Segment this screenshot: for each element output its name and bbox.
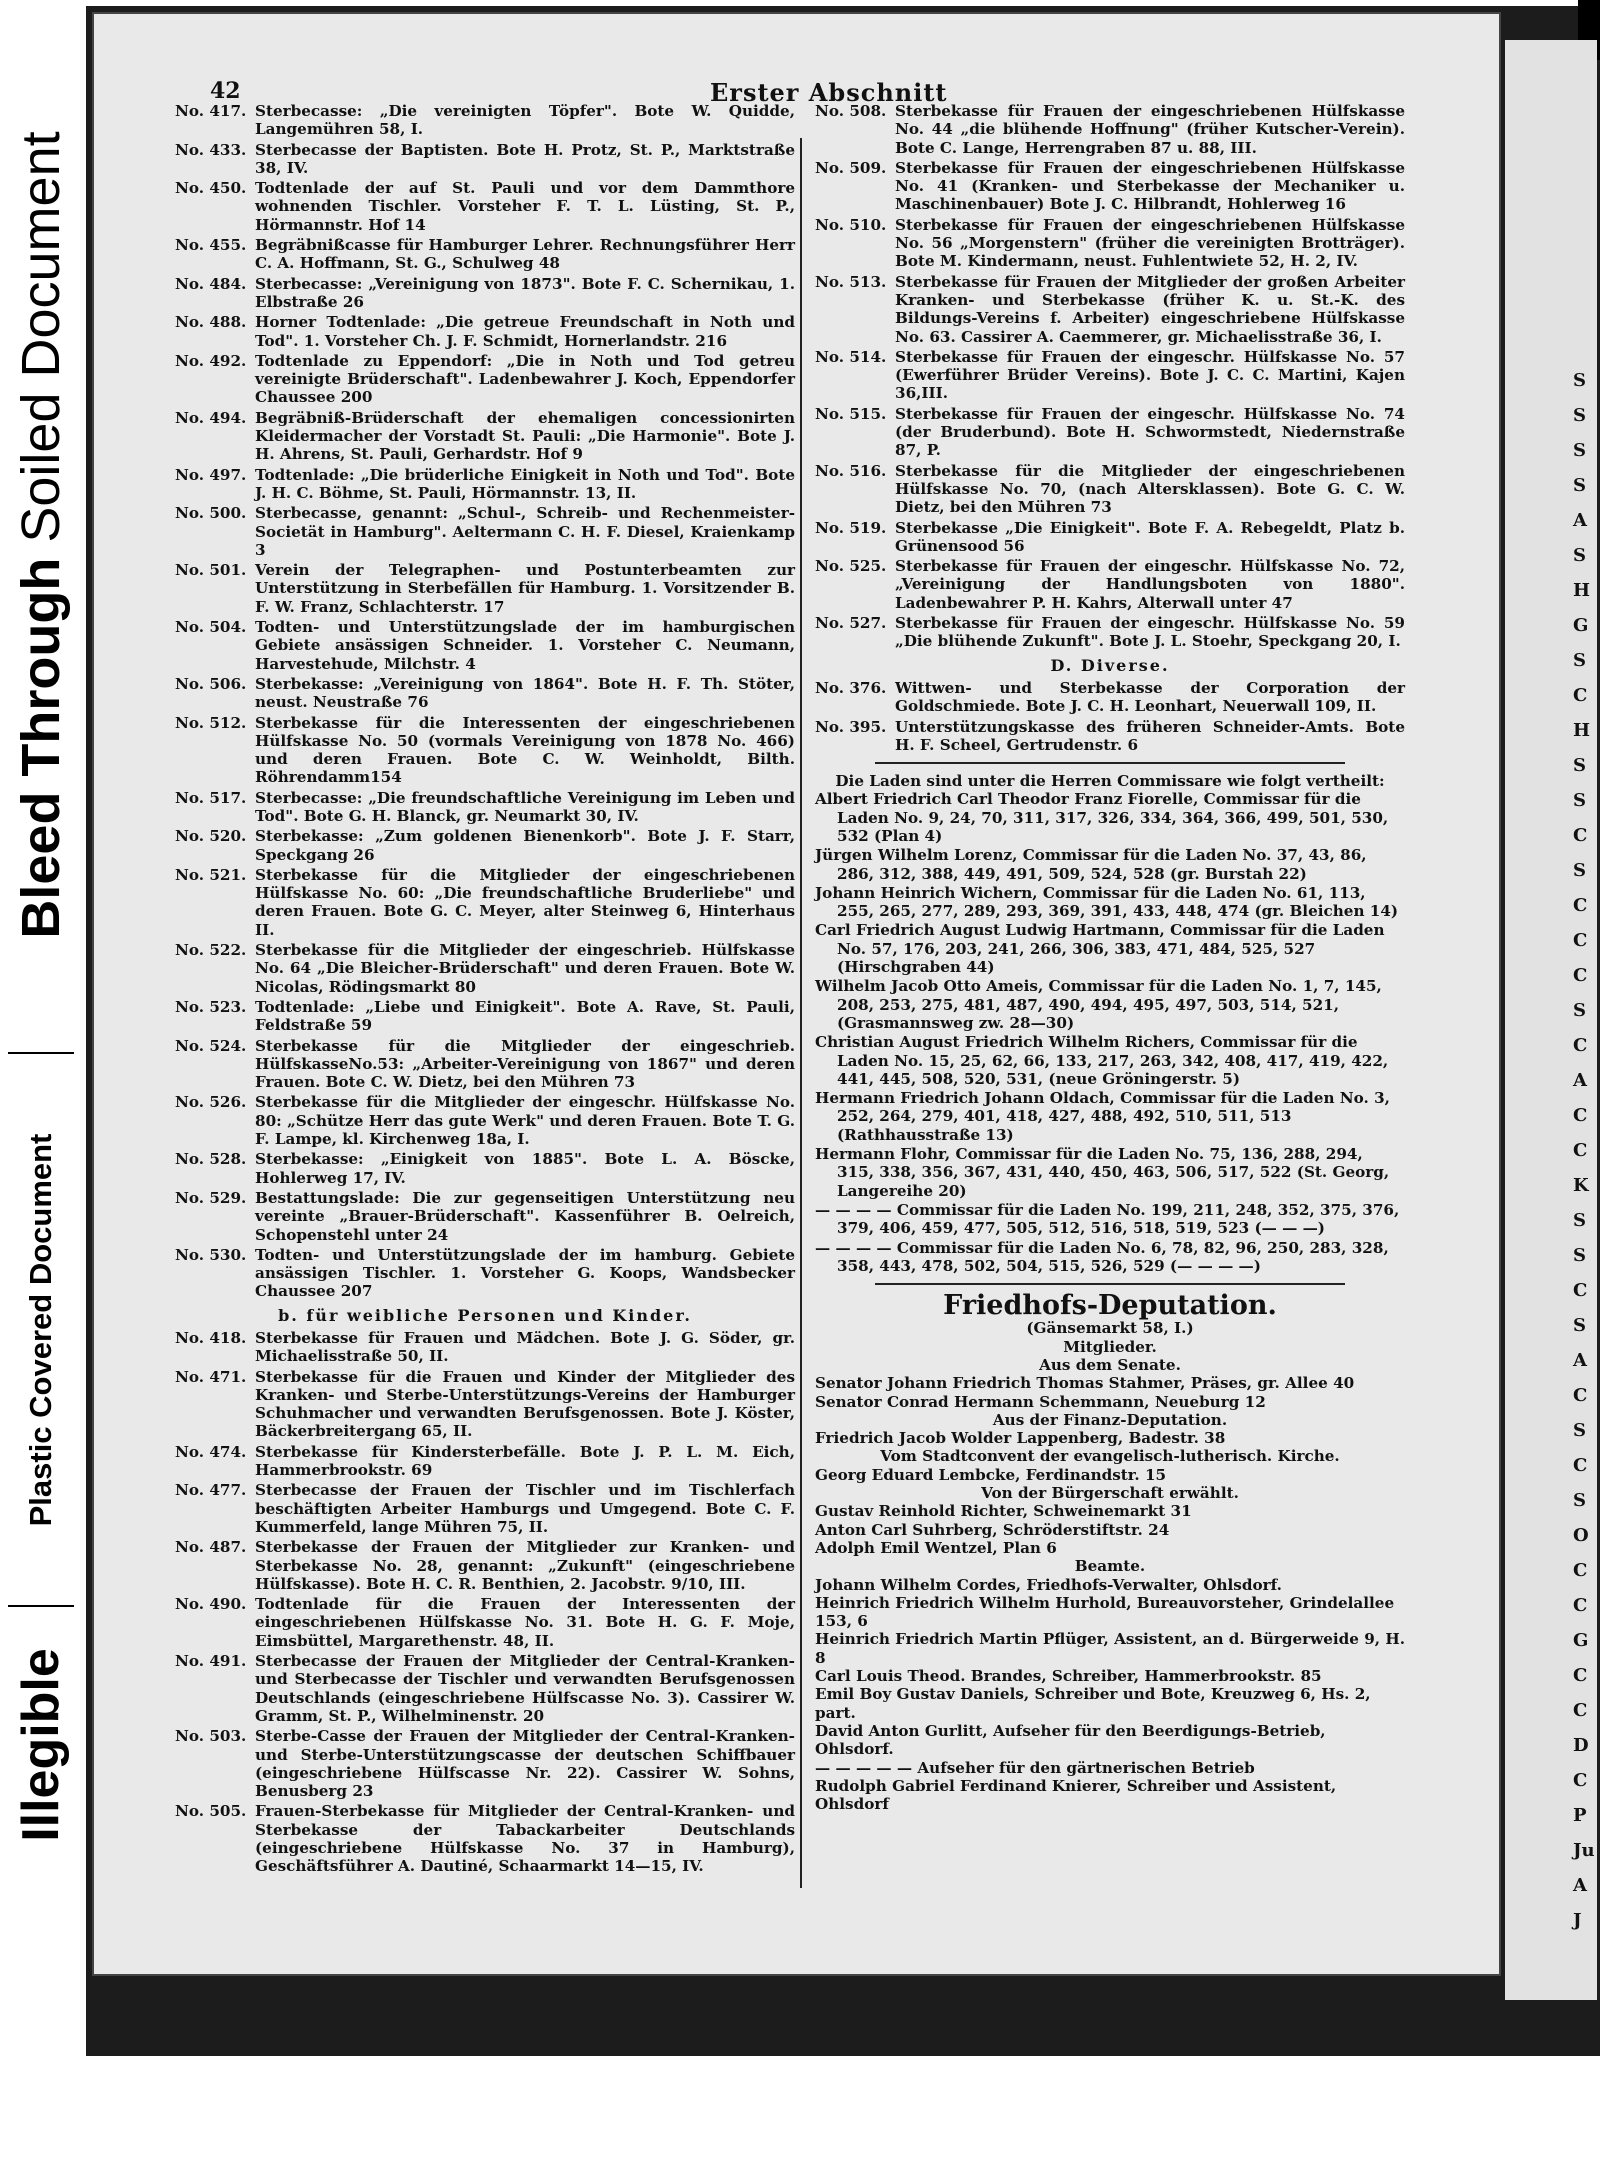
entry-text: Todtenlade: „Liebe und Einigkeit". Bote A. Rave, St. Pauli, Feldstraße 59 xyxy=(255,997,795,1035)
next-page-fragment: S xyxy=(1573,1000,1586,1021)
official-entry: Carl Louis Theod. Brandes, Schreiber, Hammerbrookstr. 85 xyxy=(815,1667,1322,1686)
entry-row xyxy=(175,941,795,996)
entry-text: Horner Todtenlade: „Die getreue Freundschaft in Noth und Tod". 1. Vorsteher Ch. J. F. Schmidt, Hornerlandstr. 216 xyxy=(255,313,795,350)
next-page-edge xyxy=(1505,40,1597,2000)
next-page-fragment: H xyxy=(1573,580,1591,601)
commissar-entry: — — — — Commissar für die Laden No. 199, 211, 248, 352, 375, 376, 379, 406, 459, 477, 505, 512, 516, 518, 519, 523 (— — —) xyxy=(815,1200,1400,1238)
entry-row xyxy=(815,273,1405,346)
next-page-fragment: C xyxy=(1573,1770,1588,1791)
next-page-fragment: S xyxy=(1573,440,1586,461)
entry-number: No. 513. xyxy=(815,272,887,291)
entry-number: No. 395. xyxy=(815,717,887,736)
finance-heading: Aus der Finanz-Deputation. xyxy=(992,1410,1228,1429)
entry-number: No. 491. xyxy=(175,1652,247,1671)
entry-text: Sterbekasse für die Mitglieder der eingeschriebenen Hülfskasse No. 60: „Die freundschaftliche Bruderliebe" und deren Frauen. Bote G. C. Meyer, alter Steinweg 6, Hinterhaus II. xyxy=(255,865,795,939)
entry-row xyxy=(175,561,795,616)
entry-row xyxy=(175,675,795,712)
entry-row xyxy=(175,1481,795,1536)
next-page-fragment: S xyxy=(1573,545,1586,566)
label-divider xyxy=(8,1605,74,1607)
entry-number: No. 526. xyxy=(175,1093,247,1112)
entry-number: No. 515. xyxy=(815,404,887,423)
entry-number: No. 530. xyxy=(175,1245,247,1264)
commissar-entry: Albert Friedrich Carl Theodor Franz Fiorelle, Commissar für die Laden No. 9, 24, 70, 311, 317, 326, 334, 364, 366, 499, 501, 530, 532 (Plan 4) xyxy=(815,790,1389,845)
next-page-fragment: C xyxy=(1573,1035,1588,1056)
commissar-entry: Carl Friedrich August Ludwig Hartmann, Commissar für die Laden No. 57, 176, 203, 241, 266, 306, 383, 471, 484, 525, 527 (Hirschgraben 44) xyxy=(815,921,1385,977)
entry-number: No. 524. xyxy=(175,1036,247,1055)
entry-text: Sterbekasse für Frauen der eingeschr. Hülfskasse No. 57 (Ewerführer Brüder Vereins). Bote J. C. C. Martini, Kajen 36,III. xyxy=(895,347,1405,403)
entry-text: Sterbecasse: „Vereinigung von 1873". Bote F. C. Schernikau, 1. Elbstraße 26 xyxy=(255,274,795,311)
entry-row xyxy=(815,614,1405,651)
column-rule xyxy=(800,138,802,1888)
official-entry: David Anton Gurlitt, Aufseher für den Beerdigungs-Betrieb, Ohlsdorf. xyxy=(815,1721,1326,1759)
entry-number: No. 494. xyxy=(175,408,247,427)
entry-row xyxy=(815,557,1405,612)
next-page-fragment: C xyxy=(1573,1140,1588,1161)
official-entry: Emil Boy Gustav Daniels, Schreiber und Bote, Kreuzweg 6, Hs. 2, part. xyxy=(815,1685,1371,1722)
entry-row xyxy=(175,1329,795,1366)
entry-number: No. 512. xyxy=(175,713,247,732)
entry-text: Frauen-Sterbekasse für Mitglieder der Central-Kranken- und Sterbekasse der Tabackarbeiter Deutschlands (eingeschriebene Hülfskasse No. 37 in Hamburg), Geschäftsführer A. Dautiné, Schaarmarkt 14—15, IV. xyxy=(255,1802,795,1876)
entry-row xyxy=(815,462,1405,517)
entry-number: No. 477. xyxy=(175,1481,247,1500)
entry-row xyxy=(175,1189,795,1244)
entry-row xyxy=(175,313,795,350)
entry-number: No. 450. xyxy=(175,179,247,198)
entry-number: No. 503. xyxy=(175,1727,247,1746)
next-page-fragment: S xyxy=(1573,1245,1586,1266)
entry-text: Sterbekasse für Frauen der Mitglieder der großen Arbeiter Kranken- und Sterbekasse (früher K. u. St.-K. des Bildungs-Vereins f. Arbeiter) eingeschriebene Hülfskasse No. 63. Cassirer A. Caemmerer, gr. Michaelisstraße 36, I. xyxy=(895,272,1405,346)
entry-number: No. 474. xyxy=(175,1442,247,1461)
entry-row xyxy=(175,1802,795,1875)
entry-text: Todten- und Unterstützungslade der im hamburg. Gebiete ansässigen Tischler. 1. Vorsteher G. Koops, Wandsbecker Chaussee 207 xyxy=(255,1245,795,1301)
senate-heading: Aus dem Senate. xyxy=(1039,1356,1181,1374)
entry-number: No. 500. xyxy=(175,504,247,523)
entry-text: Sterbekasse für die Mitglieder der eingeschriebenen Hülfskasse No. 70, (nach Altersklassen). Bote G. C. W. Dietz, bei den Mühren 73 xyxy=(895,461,1405,517)
next-page-fragment: C xyxy=(1573,895,1588,916)
entry-row xyxy=(815,679,1405,716)
commissar-entry: — — — — Commissar für die Laden No. 6, 78, 82, 96, 250, 283, 328, 358, 443, 478, 502, 504, 515, 526, 529 (— — — —) xyxy=(815,1238,1389,1275)
entry-number: No. 523. xyxy=(175,997,247,1016)
entry-number: No. 488. xyxy=(175,313,247,332)
entry-number: No. 520. xyxy=(175,827,247,846)
citizens-heading: Von der Bürgerschaft erwählt. xyxy=(981,1484,1239,1503)
next-page-fragment: C xyxy=(1573,1105,1588,1126)
entry-text: Wittwen- und Sterbekasse der Corporation der Goldschmiede. Bote J. C. H. Leonhart, Neuerwall 109, II. xyxy=(895,678,1405,716)
entry-row xyxy=(175,466,795,503)
finance-member: Friedrich Jacob Wolder Lappenberg, Badestr. 38 xyxy=(815,1429,1226,1448)
entry-text: Sterbecasse: „Die vereinigten Töpfer". Bote W. Quidde, Langemühren 58, I. xyxy=(255,102,795,139)
entry-row xyxy=(175,102,795,139)
entry-row xyxy=(175,179,795,234)
entry-text: Sterbekasse für die Interessenten der eingeschriebenen Hülfskasse No. 50 (vormals Vereinigung von 1878 No. 466) und deren Frauen. Bote C. W. Weinholdt, Bilth. Röhrendamm154 xyxy=(255,713,795,787)
entry-text: Sterbekasse für die Mitglieder der eingeschrieb. HülfskasseNo.53: „Arbeiter-Vereinigung von 1867" und deren Frauen. Bote C. W. Dietz, bei den Mühren 73 xyxy=(255,1036,795,1092)
entry-number: No. 433. xyxy=(175,140,247,159)
commissar-entry: Christian August Friedrich Wilhelm Richers, Commissar für die Laden No. 15, 25, 62, 66, 133, 217, 263, 342, 408, 417, 419, 422, 441, 445, 508, 520, 531, (neue Gröningerstr. 5) xyxy=(815,1033,1389,1088)
entry-row xyxy=(175,1037,795,1092)
entry-row xyxy=(175,352,795,407)
next-page-fragment: C xyxy=(1573,1665,1588,1686)
entry-text: Sterbekasse: „Vereinigung von 1864". Bote H. F. Th. Stöter, neust. Neustraße 76 xyxy=(255,674,795,712)
commissar-entry: Johann Heinrich Wichern, Commissar für die Laden No. 61, 113, 255, 265, 277, 289, 293, 369, 391, 433, 448, 474 (gr. Bleichen 14) xyxy=(815,883,1399,921)
entry-row xyxy=(175,789,795,826)
entry-number: No. 484. xyxy=(175,274,247,293)
entry-number: No. 514. xyxy=(815,347,887,366)
entry-row xyxy=(175,998,795,1035)
entry-number: No. 504. xyxy=(175,618,247,637)
entry-row xyxy=(175,618,795,673)
entry-number: No. 528. xyxy=(175,1150,247,1169)
entry-number: No. 487. xyxy=(175,1538,247,1557)
entry-row xyxy=(815,405,1405,460)
entry-text: Unterstützungskasse des früheren Schneider-Amts. Bote H. F. Scheel, Gertrudenstr. 6 xyxy=(895,717,1405,754)
next-page-fragment: S xyxy=(1573,860,1586,881)
entry-text: Todtenlade zu Eppendorf: „Die in Noth und Tod getreu vereinigte Brüderschaft". Ladenbewahrer J. Koch, Eppendorfer Chaussee 200 xyxy=(255,351,795,407)
commissar-heading: Die Laden sind unter die Herren Commissare wie folgt vertheilt: xyxy=(835,772,1385,791)
citizen-member: Anton Carl Suhrberg, Schröderstiftstr. 24 xyxy=(815,1520,1170,1539)
next-page-fragment: S xyxy=(1573,1315,1586,1336)
entry-row xyxy=(175,236,795,273)
entry-number: No. 522. xyxy=(175,941,247,960)
entry-text: Begräbnißcasse für Hamburger Lehrer. Rechnungsführer Herr C. A. Hoffmann, St. G., Schulweg 48 xyxy=(255,236,795,273)
entry-row xyxy=(175,275,795,312)
next-page-fragment: C xyxy=(1573,1560,1588,1581)
entry-row xyxy=(175,827,795,864)
entry-row xyxy=(815,216,1405,271)
entry-text: Sterbekasse für Frauen und Mädchen. Bote J. G. Söder, gr. Michaelisstraße 50, II. xyxy=(255,1329,795,1366)
entry-text: Sterbekasse für Frauen der eingeschriebenen Hülfskasse No. 56 „Morgenstern" (früher die vereinigten Brotträger). Bote M. Kindermann, neust. Fuhlentwiete 52, H. 2, IV. xyxy=(895,215,1405,271)
senate-member: Senator Johann Friedrich Thomas Stahmer, Präses, gr. Allee 40 xyxy=(815,1374,1355,1393)
entry-text: Sterbecasse der Baptisten. Bote H. Protz, St. P., Marktstraße 38, IV. xyxy=(255,140,795,177)
entry-text: Sterbekasse für die Frauen und Kinder der Mitglieder des Kranken- und Sterbe-Unterstützungs-Vereins der Hamburger Schuhmacher und verwandten Berufsgenossen. Bote J. Köster, Bäckerbreitergang 65, II. xyxy=(255,1367,795,1441)
entry-row xyxy=(815,348,1405,403)
next-page-fragment: J xyxy=(1573,1910,1582,1931)
next-page-fragment: Ju xyxy=(1573,1840,1595,1861)
entry-number: No. 517. xyxy=(175,788,247,807)
entry-number: No. 492. xyxy=(175,351,247,370)
entry-row xyxy=(175,714,795,787)
official-entry: Johann Wilhelm Cordes, Friedhofs-Verwalter, Ohlsdorf. xyxy=(815,1575,1282,1594)
right-column xyxy=(815,102,1405,1813)
next-page-fragment: S xyxy=(1573,755,1586,776)
next-page-fragment: C xyxy=(1573,930,1588,951)
next-page-fragment: G xyxy=(1573,1630,1589,1651)
entry-text: Sterbecasse der Frauen der Mitglieder der Central-Kranken- und Sterbecasse der Tischler und verwandten Berufsgenossen Deutschlands (eingeschriebene Hülfscasse No. 3). Cassirer W. Gramm, St. P., Wilhelminenstr. 20 xyxy=(255,1652,795,1725)
official-entry: Heinrich Friedrich Martin Pflüger, Assistent, an d. Bürgerweide 9, H. 8 xyxy=(815,1630,1406,1667)
entry-number: No. 519. xyxy=(815,518,887,537)
entry-number: No. 455. xyxy=(175,236,247,255)
entry-text: Sterbekasse für Frauen der eingeschr. Hülfskasse No. 72, „Vereinigung der Handlungsboten von 1880". Ladenbewahrer P. H. Kahrs, Alterwall unter 47 xyxy=(895,557,1405,612)
next-page-fragment: S xyxy=(1573,370,1586,391)
entry-text: Verein der Telegraphen- und Postunterbeamten zur Unterstützung in Sterbefällen für Hamburg. 1. Vorsitzender B. F. W. Franz, Schlachterstr. 17 xyxy=(255,561,795,616)
deputation-title: Friedhofs-Deputation. xyxy=(943,1290,1277,1322)
entry-number: No. 501. xyxy=(175,561,247,580)
entry-number: No. 490. xyxy=(175,1595,247,1614)
entry-text: Todten- und Unterstützungslade der im hamburgischen Gebiete ansässigen Schneider. 1. Vorsteher C. Neumann, Harvestehude, Milchstr. 4 xyxy=(255,618,795,673)
entry-row xyxy=(175,1093,795,1148)
entry-text: Todtenlade der auf St. Pauli und vor dem Dammthore wohnenden Tischler. Vorsteher F. T. L. Lüsting, St. P., Hörmannstr. Hof 14 xyxy=(255,179,795,234)
entry-text: Sterbecasse der Frauen der Tischler und im Tischlerfach beschäftigten Arbeiter Hamburgs und Umgegend. Bote C. F. Kummerfeld, lange Mühren 75, II. xyxy=(255,1481,795,1536)
entry-number: No. 506. xyxy=(175,674,247,693)
next-page-fragment: S xyxy=(1573,475,1586,496)
next-page-fragment: S xyxy=(1573,790,1586,811)
official-entry: Rudolph Gabriel Ferdinand Knierer, Schreiber und Assistent, Ohlsdorf xyxy=(815,1776,1337,1814)
next-page-fragment: A xyxy=(1573,1070,1587,1091)
entry-number: No. 497. xyxy=(175,465,247,484)
citizen-member: Gustav Reinhold Richter, Schweinemarkt 31 xyxy=(815,1502,1192,1521)
officials-heading: Beamte. xyxy=(1074,1557,1146,1576)
rule xyxy=(875,1283,1345,1285)
entry-row xyxy=(175,409,795,464)
entry-row xyxy=(175,141,795,178)
official-entry: — — — — — Aufseher für den gärtnerischen Betrieb xyxy=(815,1758,1255,1777)
next-page-fragment: S xyxy=(1573,405,1586,426)
next-page-fragment: S xyxy=(1573,1490,1586,1511)
next-page-fragment: P xyxy=(1573,1805,1587,1826)
commissar-entry: Hermann Friedrich Johann Oldach, Commissar für die Laden No. 3, 252, 264, 279, 401, 418, 427, 488, 492, 510, 511, 513 (Rathhausstraße 13) xyxy=(815,1089,1390,1144)
entry-row xyxy=(175,1538,795,1593)
entry-row xyxy=(175,504,795,559)
entry-text: Sterbekasse für Kindersterbefälle. Bote J. P. L. M. Eich, Hammerbrookstr. 69 xyxy=(255,1442,795,1480)
entry-text: Todtenlade: „Die brüderliche Einigkeit in Noth und Tod". Bote J. H. C. Böhme, St. Pauli, Hörmannstr. 13, II. xyxy=(255,465,795,502)
members-heading: Mitglieder. xyxy=(1063,1337,1157,1356)
entry-row xyxy=(175,1443,795,1480)
entry-row xyxy=(175,1727,795,1800)
official-entry: Heinrich Friedrich Wilhelm Hurhold, Bureauvorsteher, Grindelallee 153, 6 xyxy=(815,1593,1395,1631)
senate-member: Senator Conrad Hermann Schemmann, Neueburg 12 xyxy=(815,1392,1266,1411)
next-page-fragment: A xyxy=(1573,510,1587,531)
entry-text: Sterbekasse der Frauen der Mitglieder zur Kranken- und Sterbekasse No. 28, genannt: „Zukunft" (eingeschriebene Hülfskasse). Bote H. C. R. Benthien, 2. Jacobstr. 9/10, III. xyxy=(255,1538,795,1593)
bleed-through-text: Bleed Through xyxy=(11,557,71,939)
entry-number: No. 508. xyxy=(815,102,887,120)
entry-row xyxy=(175,1595,795,1650)
deputation-address: (Gänsemarkt 58, I.) xyxy=(1026,1319,1194,1338)
bleed-soiled-label xyxy=(0,20,82,1050)
illegible-text: Illegible xyxy=(12,1648,70,1842)
convent-heading: Vom Stadtconvent der evangelisch-lutherisch. Kirche. xyxy=(880,1447,1340,1466)
left-column xyxy=(175,102,795,1878)
citizen-member: Adolph Emil Wentzel, Plan 6 xyxy=(815,1538,1057,1557)
commissar-entry: Wilhelm Jacob Otto Ameis, Commissar für die Laden No. 1, 7, 145, 208, 253, 275, 481, 487, 490, 494, 495, 497, 503, 514, 521, (Grasmannsweg zw. 28—30) xyxy=(815,977,1382,1032)
entry-text: Sterbekasse für Frauen der eingeschriebenen Hülfskasse No. 44 „die blühende Hoffnung" (früher Kutscher-Verein). Bote C. Lange, Herrengraben 87 u. 88, III. xyxy=(895,102,1405,157)
entry-text: Sterbekasse für Frauen der eingeschriebenen Hülfskasse No. 41 (Kranken- und Sterbekasse der Mechaniker u. Maschinenbauer) Bote J. C. Hilbrandt, Hohlerweg 16 xyxy=(895,158,1405,214)
next-page-fragment: C xyxy=(1573,1455,1588,1476)
entry-row xyxy=(175,1150,795,1187)
entry-number: No. 529. xyxy=(175,1188,247,1207)
entry-row xyxy=(815,102,1405,157)
entry-number: No. 418. xyxy=(175,1329,247,1347)
entry-text: Sterbecasse: „Die freundschaftliche Vereinigung im Leben und Tod". Bote G. H. Blanck, gr. Neumarkt 30, IV. xyxy=(255,788,795,825)
entry-number: No. 525. xyxy=(815,557,887,576)
entry-number: No. 516. xyxy=(815,461,887,480)
commissar-entry: Hermann Flohr, Commissar für die Laden No. 75, 136, 288, 294, 315, 338, 356, 367, 431, 440, 450, 463, 506, 517, 522 (St. Georg, Langereihe 20) xyxy=(815,1145,1390,1200)
label-divider xyxy=(8,1052,74,1054)
next-page-fragment: A xyxy=(1573,1875,1587,1896)
section-heading-b: b. für weibliche Personen und Kinder. xyxy=(278,1305,692,1325)
bottom-margin xyxy=(86,2058,1600,2177)
entry-number: No. 521. xyxy=(175,865,247,884)
next-page-fragment: S xyxy=(1573,1420,1586,1441)
next-page-fragment: C xyxy=(1573,685,1588,706)
entry-row xyxy=(815,159,1405,214)
next-page-fragment: H xyxy=(1573,720,1591,741)
entry-text: Sterbekasse für die Mitglieder der eingeschr. Hülfskasse No. 80: „Schütze Herr das gute Werk" und deren Frauen. Bote T. G. F. Lampe, kl. Kirchenweg 18a, I. xyxy=(255,1093,795,1149)
next-page-fragment: G xyxy=(1573,615,1589,636)
entry-text: Sterbekasse für Frauen der eingeschr. Hülfskasse No. 59 „Die blühende Zukunft". Bote J. L. Stoehr, Speckgang 20, I. xyxy=(895,614,1405,651)
entry-number: No. 417. xyxy=(175,102,247,120)
entry-row xyxy=(815,519,1405,556)
section-heading-d: D. Diverse. xyxy=(1050,655,1170,675)
plastic-covered-text: Plastic Covered Document xyxy=(23,1133,58,1527)
entry-text: Todtenlade für die Frauen der Interessenten der eingeschriebenen Hülfskasse No. 31. Bote H. G. F. Moje, Eimsbüttel, Margarethenstr. 48, II. xyxy=(255,1595,795,1650)
entry-text: Sterbekasse für Frauen der eingeschr. Hülfskasse No. 74 (der Bruderbund). Bote H. Schwormstedt, Niedernstraße 87, P. xyxy=(895,404,1405,460)
next-page-fragment: C xyxy=(1573,965,1588,986)
entry-text: Sterbekasse: „Einigkeit von 1885". Bote L. A. Böscke, Hohlerweg 17, IV. xyxy=(255,1150,795,1187)
illegible-label xyxy=(0,1615,82,1875)
entry-text: Begräbniß-Brüderschaft der ehemaligen concessionirten Kleidermacher der Vorstadt St. Pauli: „Die Harmonie". Bote J. H. Ahrens, St. Pauli, Gerhardstr. Hof 9 xyxy=(255,408,795,464)
next-page-fragment: C xyxy=(1573,1700,1588,1721)
entry-number: No. 505. xyxy=(175,1802,247,1821)
next-page-fragment: S xyxy=(1573,1210,1586,1231)
next-page-fragment: K xyxy=(1573,1175,1589,1196)
entry-text: Sterbecasse, genannt: „Schul-, Schreib- und Rechenmeister-Societät in Hamburg". Aeltermann C. H. F. Diesel, Kraienkamp 3 xyxy=(255,504,795,559)
plastic-covered-label xyxy=(0,1060,82,1600)
page-title: Erster Abschnitt xyxy=(710,78,948,107)
entry-text: Sterbe-Casse der Frauen der Mitglieder der Central-Kranken- und Sterbe-Unterstützungscasse der deutschen Schiffbauer (eingeschriebene Hülfscasse Nr. 22). Cassirer W. Sohns, Benusberg 23 xyxy=(255,1727,795,1801)
entry-number: No. 527. xyxy=(815,614,887,633)
rule xyxy=(875,762,1345,764)
entry-number: No. 509. xyxy=(815,158,887,177)
entry-text: Sterbekasse „Die Einigkeit". Bote F. A. Rebegeldt, Platz b. Grünensood 56 xyxy=(895,518,1405,555)
entry-row xyxy=(175,866,795,939)
commissar-entry: Jürgen Wilhelm Lorenz, Commissar für die Laden No. 37, 43, 86, 286, 312, 388, 449, 491, 509, 524, 528 (gr. Burstah 22) xyxy=(815,846,1367,883)
page-number: 42 xyxy=(210,78,241,104)
soiled-document-text: Soiled Document xyxy=(11,131,71,543)
convent-member: Georg Eduard Lembcke, Ferdinandstr. 15 xyxy=(815,1465,1167,1484)
entry-number: No. 471. xyxy=(175,1367,247,1386)
entry-number: No. 376. xyxy=(815,678,887,697)
entry-text: Sterbekasse: „Zum goldenen Bienenkorb". Bote J. F. Starr, Speckgang 26 xyxy=(255,827,795,864)
next-page-fragment: A xyxy=(1573,1350,1587,1371)
entry-row xyxy=(175,1652,795,1725)
next-page-fragment: O xyxy=(1573,1525,1589,1546)
entry-text: Sterbekasse für die Mitglieder der eingeschrieb. Hülfskasse No. 64 „Die Bleicher-Brüderschaft" und deren Frauen. Bote W. Nicolas, Rödingsmarkt 80 xyxy=(255,941,795,996)
next-page-fragment: C xyxy=(1573,1385,1588,1406)
next-page-fragment: S xyxy=(1573,650,1586,671)
next-page-fragment: C xyxy=(1573,1595,1588,1616)
entry-number: No. 510. xyxy=(815,215,887,234)
next-page-fragment: D xyxy=(1573,1735,1589,1756)
next-page-fragment: C xyxy=(1573,825,1588,846)
entry-row xyxy=(815,718,1405,755)
entry-row xyxy=(175,1368,795,1441)
next-page-fragment: C xyxy=(1573,1280,1588,1301)
entry-row xyxy=(175,1246,795,1301)
entry-text: Bestattungslade: Die zur gegenseitigen Unterstützung neu vereinte „Brauer-Brüderschaft". Kassenführer B. Oelreich, Schopenstehl unter 24 xyxy=(255,1188,795,1244)
